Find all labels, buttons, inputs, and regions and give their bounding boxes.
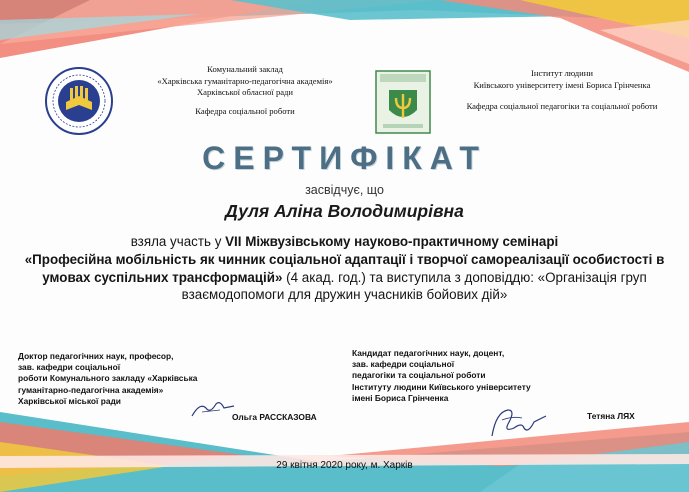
certificate-title: СЕРТИФІКАТ (202, 140, 487, 176)
body-intro: взяла участь у (130, 234, 226, 249)
sig-right-line1: Кандидат педагогічних наук, доцент, (352, 348, 505, 358)
org-left-department: Кафедра соціальної роботи (195, 105, 295, 116)
org-left-line1: Комунальний заклад (207, 64, 283, 74)
sig-left-line5: Харківської міської ради (18, 395, 121, 406)
recipient-name: Дуля Аліна Володимирівна (225, 201, 464, 221)
signatory-left-name: Ольга РАССКАЗОВА (232, 412, 317, 422)
sig-left-line3: роботи Комунального закладу «Харківська (18, 373, 198, 384)
date-place: 29 квітня 2020 року, м. Харків (276, 460, 413, 471)
org-right-line2: Київського університету імені Бориса Грінченка (473, 79, 651, 90)
body-report: (4 акад. год.) та виступила з доповіддю: «Організація груп взаємодопомоги для дружин учасників бойових дій» (181, 269, 647, 303)
sig-right-line3: педагогіки та соціальної роботи (352, 370, 486, 381)
sig-right-line5: імені Бориса Грінченка (352, 392, 449, 403)
signatory-left (18, 351, 218, 407)
university-logo (375, 70, 431, 134)
signature-right (488, 402, 550, 442)
sig-right-line2: зав. кафедри соціальної (352, 359, 455, 370)
organizer-left (120, 64, 370, 117)
event-name: VII Міжвузівському науково-практичному семінарі (225, 234, 559, 249)
sig-left-line1: Доктор педагогічних наук, професор, (18, 351, 174, 361)
org-right-department: Кафедра соціальної педагогіки та соціальної роботи (466, 101, 658, 111)
organizer-right (442, 68, 682, 113)
org-left-line2: «Харківська гуманітарно-педагогічна академія» (157, 75, 333, 86)
sig-left-line2: зав. кафедри соціальної (18, 362, 121, 373)
signatory-right (352, 348, 562, 404)
signatory-right-name: Тетяна ЛЯХ (587, 411, 635, 421)
signature-left (190, 398, 236, 420)
academy-logo (44, 66, 114, 136)
certificate-body (18, 233, 671, 304)
sig-right-line4: Інституту людини Київського університету (352, 381, 531, 392)
certifies-text: засвідчує, що (305, 183, 384, 197)
org-right-line1: Інститут людини (531, 68, 593, 78)
sig-left-line4: гуманітарно-педагогічна академія» (18, 384, 164, 395)
org-left-line3: Харківської обласної ради (196, 87, 294, 97)
seminar-topic: «Професійна мобільність як чинник соціальної адаптації і творчої самореалізації особистості в умовах суспільних трансформацій» (24, 251, 665, 285)
